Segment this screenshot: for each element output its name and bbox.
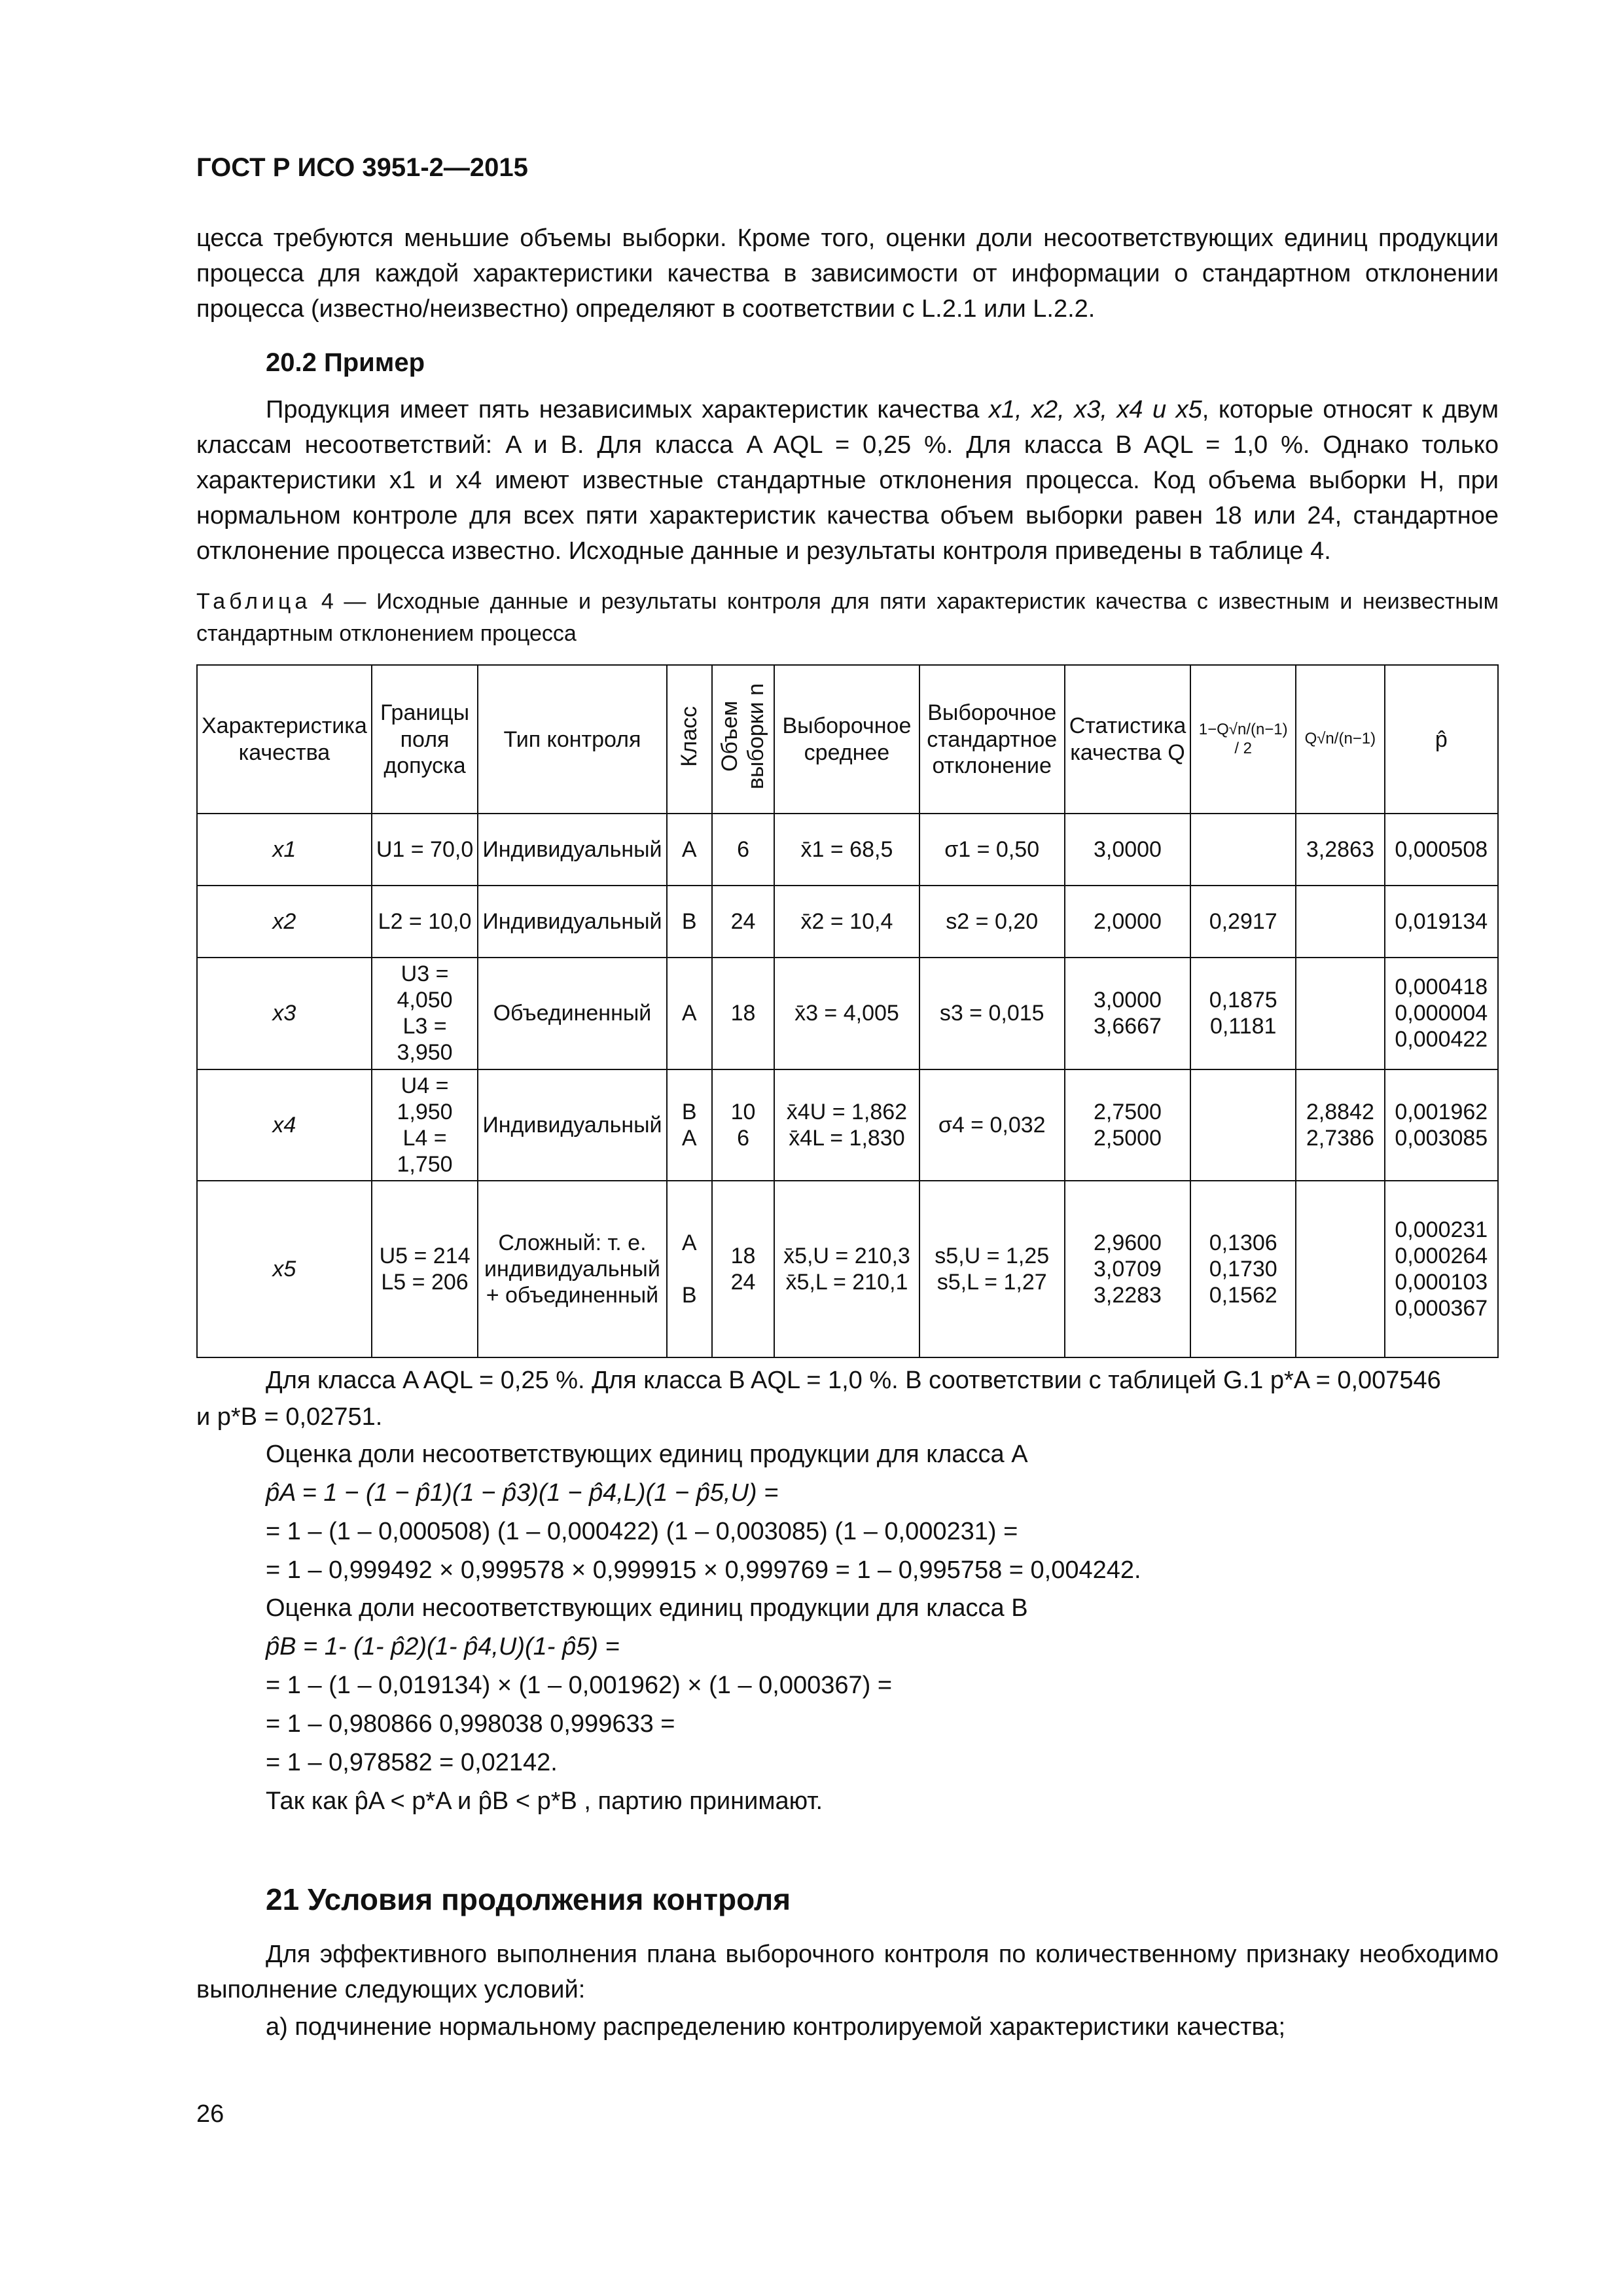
table-body — [197, 814, 1498, 1357]
header-limits: Границы поля допуска — [372, 665, 478, 814]
calc-formula-b: p̂B = 1- (1- p̂2)(1- p̂4,U)(1- p̂5) = — [266, 1633, 620, 1661]
calc-line-9: = 1 – (1 – 0,019134) × (1 – 0,001962) × (1 – 0,000367) = — [266, 1672, 893, 1700]
table-header-row — [197, 665, 1498, 814]
section-21 — [196, 1937, 1499, 2047]
table-caption-text: 4 — Исходные данные и результаты контроля для пяти характеристик качества с известным и неизвестным стандартным отклонением процесса — [196, 589, 1499, 647]
table-row — [197, 814, 1498, 886]
header-characteristic: Характеристика качества — [197, 665, 372, 814]
cell-char: x2 — [197, 886, 372, 958]
intro-section — [196, 221, 1499, 327]
calc-line-10: = 1 – 0,980866 0,998038 0,999633 = — [266, 1710, 675, 1738]
calc-line-2: и p*B = 0,02751. — [196, 1403, 383, 1431]
cell-type: Индивидуальный — [478, 814, 666, 886]
cell-n: 6 — [712, 814, 774, 886]
calc-line-11: = 1 – 0,978582 = 0,02142. — [266, 1748, 558, 1776]
cell-type: Сложный: т. е. индивидуальный + объединенный — [478, 1181, 666, 1357]
cell-sd: σ1 = 0,50 — [919, 814, 1065, 886]
cell-q: 3,0000 — [1065, 814, 1191, 886]
table-row — [197, 1181, 1498, 1357]
header-sample-size-label: Объем выборки n — [717, 683, 769, 790]
cell-limits: U5 = 214 L5 = 206 — [372, 1181, 478, 1357]
cell-f2: 2,8842 2,7386 — [1296, 1069, 1385, 1181]
cell-f2: 3,2863 — [1296, 814, 1385, 886]
header-q-statistic: Статистика качества Q — [1065, 665, 1191, 814]
cell-f1 — [1190, 1069, 1296, 1181]
cell-n: 18 — [712, 958, 774, 1069]
example-heading: 20.2 Пример — [266, 348, 425, 377]
cell-sd: s3 = 0,015 — [919, 958, 1065, 1069]
header-sample-sd: Выборочное стандартное отклонение — [919, 665, 1065, 814]
cell-q: 3,0000 3,6667 — [1065, 958, 1191, 1069]
table-caption — [196, 586, 1499, 651]
cell-n: 18 24 — [712, 1181, 774, 1357]
results-table — [196, 664, 1499, 1358]
header-control-type: Тип контроля — [478, 665, 666, 814]
cell-q: 2,7500 2,5000 — [1065, 1069, 1191, 1181]
table-row — [197, 958, 1498, 1069]
document-code-header: ГОСТ Р ИСО 3951-2—2015 — [196, 153, 528, 182]
example-section — [196, 393, 1499, 569]
section-21-item-a: а) подчинение нормальному распределению контролируемой характеристики качества; — [266, 2013, 1285, 2041]
cell-p: 0,000508 — [1385, 814, 1498, 886]
example-text-a: Продукция имеет пять независимых характеристик качества — [266, 396, 989, 423]
cell-limits: U1 = 70,0 — [372, 814, 478, 886]
cell-f2 — [1296, 886, 1385, 958]
cell-sd: s2 = 0,20 — [919, 886, 1065, 958]
cell-class: A — [667, 814, 712, 886]
cell-p: 0,001962 0,003085 — [1385, 1069, 1498, 1181]
cell-limits: L2 = 10,0 — [372, 886, 478, 958]
cell-f1: 0,2917 — [1190, 886, 1296, 958]
cell-f1: 0,1875 0,1181 — [1190, 958, 1296, 1069]
section-21-heading: 21 Условия продолжения контроля — [266, 1882, 791, 1916]
cell-sd: σ4 = 0,032 — [919, 1069, 1065, 1181]
calc-line-5: = 1 – (1 – 0,000508) (1 – 0,000422) (1 – 0,003085) (1 – 0,000231) = — [266, 1517, 1018, 1545]
example-paragraph — [196, 393, 1499, 569]
cell-mean: x̄3 = 4,005 — [774, 958, 919, 1069]
cell-class: A — [667, 958, 712, 1069]
cell-type: Индивидуальный — [478, 1069, 666, 1181]
cell-p: 0,019134 — [1385, 886, 1498, 958]
cell-q: 2,9600 3,0709 3,2283 — [1065, 1181, 1191, 1357]
calc-line-7: Оценка доли несоответствующих единиц продукции для класса B — [266, 1594, 1028, 1623]
cell-n: 10 6 — [712, 1069, 774, 1181]
cell-f1 — [1190, 814, 1296, 886]
cell-class: B A — [667, 1069, 712, 1181]
cell-mean: x̄4U = 1,862 x̄4L = 1,830 — [774, 1069, 919, 1181]
header-formula-1: 1−Q√n/(n−1) / 2 — [1190, 665, 1296, 814]
page-number: 26 — [196, 2100, 224, 2128]
cell-mean: x̄2 = 10,4 — [774, 886, 919, 958]
header-class — [667, 665, 712, 814]
section-21-paragraph: Для эффективного выполнения плана выборочного контроля по количественному признаку необходимо выполнение следующих условий: — [196, 1941, 1499, 2003]
cell-mean: x̄1 = 68,5 — [774, 814, 919, 886]
header-class-label: Класс — [677, 706, 702, 767]
cell-class: A B — [667, 1181, 712, 1357]
cell-f2 — [1296, 958, 1385, 1069]
cell-type: Индивидуальный — [478, 886, 666, 958]
cell-sd: s5,U = 1,25 s5,L = 1,27 — [919, 1181, 1065, 1357]
table-row — [197, 886, 1498, 958]
calc-line-1: Для класса A AQL = 0,25 %. Для класса B AQL = 1,0 %. В соответствии с таблицей G.1 p*A = 0,007546 — [266, 1367, 1441, 1394]
calculation-section — [196, 1361, 1499, 1821]
cell-f2 — [1296, 1181, 1385, 1357]
cell-limits: U4 = 1,950 L4 = 1,750 — [372, 1069, 478, 1181]
cell-class: B — [667, 886, 712, 958]
example-text-b: , которые относят к двум классам несоответствий: A и B. Для класса A AQL = 0,25 %. Для класса B AQL = 1,0 %. Однако только характеристики x1 и x4 имеют известные стандартные отклонения процесса. Код объема выборки H, при нормальном контроле для всех пяти характеристик качества объем выборки равен 18 или 24, стандартное отклонение процесса известно. Исходные данные и результаты контроля приведены в таблице 4. — [196, 396, 1499, 565]
header-sample-mean: Выборочное среднее — [774, 665, 919, 814]
intro-paragraph: цесса требуются меньшие объемы выборки. Кроме того, оценки доли несоответствующих единиц продукции процесса для каждой характеристики качества в зависимости от информации о стандартном отклонении процесса (известно/неизвестно) определяют в соответствии с L.2.1 или L.2.2. — [196, 224, 1499, 323]
cell-char: x3 — [197, 958, 372, 1069]
cell-type: Объединенный — [478, 958, 666, 1069]
header-p-hat: p̂ — [1385, 665, 1498, 814]
example-variables: x1, x2, x3, x4 и x5 — [988, 396, 1202, 423]
table-row — [197, 1069, 1498, 1181]
cell-f1: 0,1306 0,1730 0,1562 — [1190, 1181, 1296, 1357]
cell-q: 2,0000 — [1065, 886, 1191, 958]
cell-p: 0,000418 0,000004 0,000422 — [1385, 958, 1498, 1069]
cell-char: x5 — [197, 1181, 372, 1357]
cell-limits: U3 = 4,050 L3 = 3,950 — [372, 958, 478, 1069]
calc-formula-a: p̂A = 1 − (1 − p̂1)(1 − p̂3)(1 − p̂4,L)(1 − p̂5,U) = — [266, 1479, 779, 1507]
calc-line-6: = 1 – 0,999492 × 0,999578 × 0,999915 × 0,999769 = 1 – 0,995758 = 0,004242. — [266, 1556, 1141, 1584]
table-caption-label: Таблица — [196, 589, 312, 614]
cell-p: 0,000231 0,000264 0,000103 0,000367 — [1385, 1181, 1498, 1357]
cell-char: x4 — [197, 1069, 372, 1181]
header-formula-2: Q√n/(n−1) — [1296, 665, 1385, 814]
calc-line-3: Оценка доли несоответствующих единиц продукции для класса A — [266, 1440, 1028, 1468]
cell-char: x1 — [197, 814, 372, 886]
calc-conclusion: Так как p̂A < p*A и p̂B < p*B , партию принимают. — [266, 1787, 823, 1815]
cell-n: 24 — [712, 886, 774, 958]
header-sample-size — [712, 665, 774, 814]
cell-mean: x̄5,U = 210,3 x̄5,L = 210,1 — [774, 1181, 919, 1357]
